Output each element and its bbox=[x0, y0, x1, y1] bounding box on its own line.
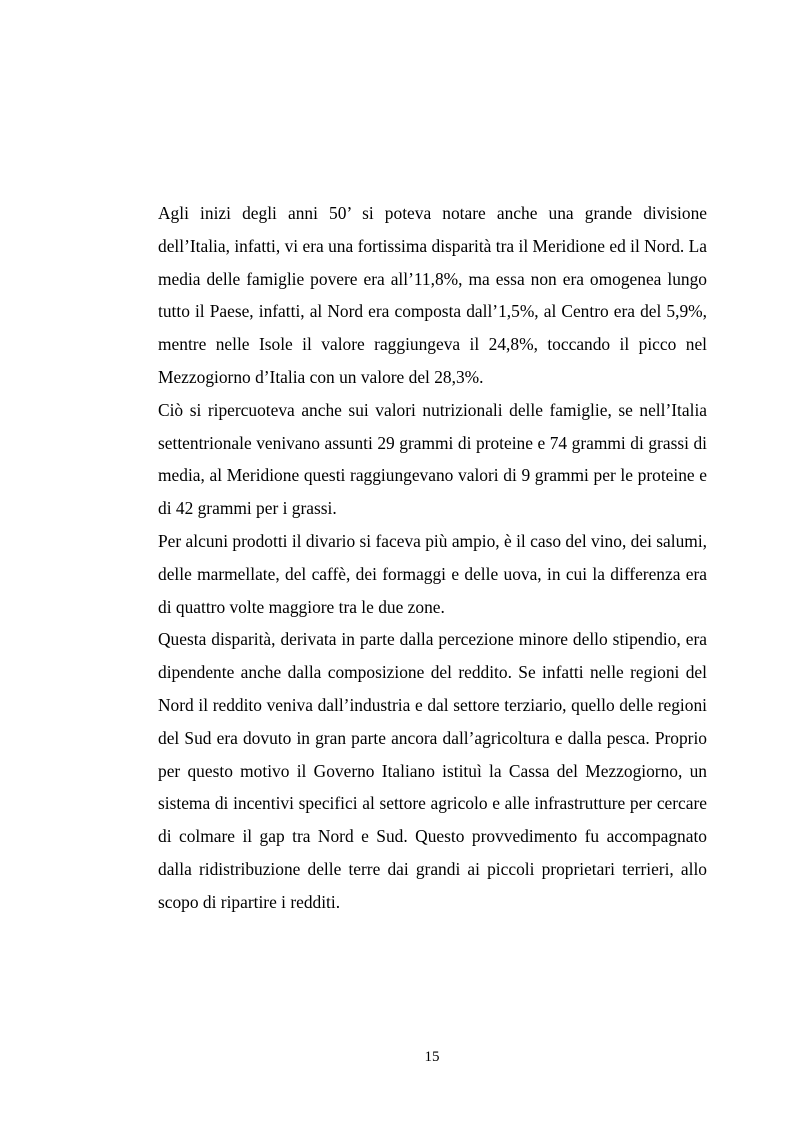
paragraph-nutrition: Ciò si ripercuoteva anche sui valori nutrizionali delle famiglie, se nell’Italia settentrionale venivano assunti 29 grammi di proteine e 74 grammi di grassi di media, al Meridione questi raggiungevano valori di 9 grammi per le proteine e di 42 grammi per i grassi. bbox=[158, 399, 707, 519]
paragraph-products-gap: Per alcuni prodotti il divario si faceva più ampio, è il caso del vino, dei salumi, delle marmellate, del caffè, dei formaggi e delle uova, in cui la differenza era di quattro volte maggiore tra le due zone. bbox=[158, 530, 707, 617]
document-body bbox=[158, 197, 707, 919]
page-number: 15 bbox=[424, 1049, 440, 1065]
paragraph-poverty-divide: Agli inizi degli anni 50’ si poteva notare anche una grande divisione dell’Italia, infatti, vi era una fortissima disparità tra il Meridione ed il Nord. La media delle famiglie povere era all’11,8%, ma essa non era omogenea lungo tutto il Paese, infatti, al Nord era composta dall’1,5%, al Centro era del 5,9%, mentre nelle Isole il valore raggiungeva il 24,8%, toccando il picco nel Mezzogiorno d’Italia con un valore del 28,3%. bbox=[158, 203, 707, 387]
paragraph-income-composition: Questa disparità, derivata in parte dalla percezione minore dello stipendio, era dipendente anche dalla composizione del reddito. Se infatti nelle regioni del Nord il reddito veniva dall’industria e dal settore terziario, quello delle regioni del Sud era dovuto in gran parte ancora dall’agricoltura e dalla pesca. Proprio per questo motivo il Governo Italiano istituì la Cassa del Mezzogiorno, un sistema di incentivi specifici al settore agricolo e alle infrastrutture per cercare di colmare il gap tra Nord e Sud. Questo provvedimento fu accompagnato dalla ridistribuzione delle terre dai grandi ai piccoli proprietari terrieri, allo scopo di ripartire i redditi. bbox=[158, 629, 707, 912]
